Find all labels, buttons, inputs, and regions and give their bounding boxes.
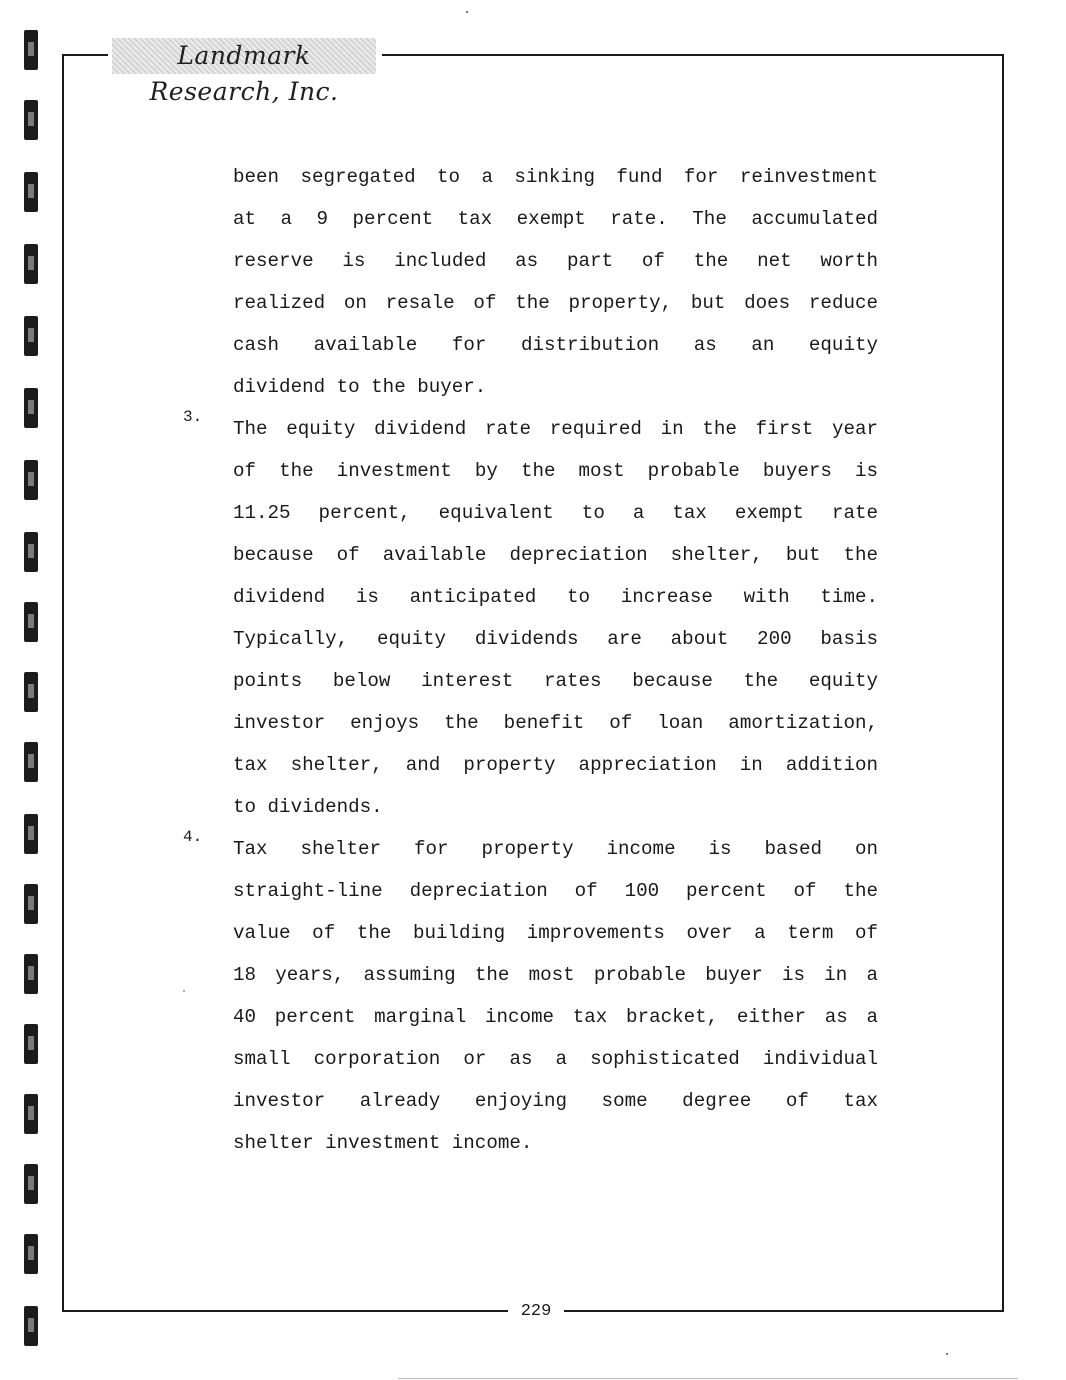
binding-hole [24, 244, 38, 284]
binding-hole [24, 954, 38, 994]
text-line: investor already enjoying some degree of tax [233, 1090, 878, 1112]
binding-hole [24, 602, 38, 642]
text-line: been segregated to a sinking fund for reinvestment [233, 166, 878, 188]
binding-hole [24, 884, 38, 924]
text-line: 18 years, assuming the most probable buyer is in a [233, 964, 878, 986]
text-line: small corporation or as a sophisticated individual [233, 1048, 878, 1070]
binding-hole [24, 100, 38, 140]
document-body [183, 156, 878, 1164]
binding-hole [24, 1164, 38, 1204]
text-line: to dividends. [233, 796, 383, 818]
text-line: 40 percent marginal income tax bracket, either as a [233, 1006, 878, 1028]
binding-hole [24, 1094, 38, 1134]
binding-hole [24, 388, 38, 428]
text-line: at a 9 percent tax exempt rate. The accumulated [233, 208, 878, 230]
text-line: shelter investment income. [233, 1132, 533, 1154]
item-number: 3. [183, 408, 203, 426]
binding-hole [24, 1234, 38, 1274]
scan-edge-line [398, 1378, 1018, 1379]
company-logo: Landmark Research, Inc. [112, 38, 376, 74]
text-line: value of the building improvements over a term of [233, 922, 878, 944]
binding-hole [24, 1306, 38, 1346]
binding-hole [24, 1024, 38, 1064]
page-number: 229 [520, 1302, 552, 1321]
numbered-item-3 [183, 408, 878, 828]
item-number: 4. [183, 828, 203, 846]
continuation-paragraph [233, 156, 878, 408]
binding-hole [24, 30, 38, 70]
binding-hole [24, 742, 38, 782]
binding-hole [24, 460, 38, 500]
scan-speck [183, 990, 185, 992]
text-line: straight-line depreciation of 100 percent of the [233, 880, 878, 902]
text-line: because of available depreciation shelter, but the [233, 544, 878, 566]
text-line: cash available for distribution as an equity [233, 334, 878, 356]
text-line: reserve is included as part of the net worth [233, 250, 878, 272]
numbered-item-4 [183, 828, 878, 1164]
text-line: of the investment by the most probable buyers is [233, 460, 878, 482]
binding-hole [24, 672, 38, 712]
text-line: investor enjoys the benefit of loan amortization, [233, 712, 878, 734]
text-line: dividend is anticipated to increase with time. [233, 586, 878, 608]
text-line: The equity dividend rate required in the first year [233, 418, 878, 440]
text-line: Tax shelter for property income is based on [233, 838, 878, 860]
binding-hole [24, 814, 38, 854]
scan-speck [946, 1353, 948, 1355]
text-line: dividend to the buyer. [233, 376, 487, 398]
text-line: 11.25 percent, equivalent to a tax exempt rate [233, 502, 878, 524]
binding-hole [24, 532, 38, 572]
scan-speck [466, 11, 468, 13]
binding-hole [24, 316, 38, 356]
binding-hole [24, 172, 38, 212]
text-line: tax shelter, and property appreciation in addition [233, 754, 878, 776]
text-line: points below interest rates because the equity [233, 670, 878, 692]
text-line: Typically, equity dividends are about 200 basis [233, 628, 878, 650]
text-line: realized on resale of the property, but does reduce [233, 292, 878, 314]
binding-holes [24, 30, 40, 1350]
